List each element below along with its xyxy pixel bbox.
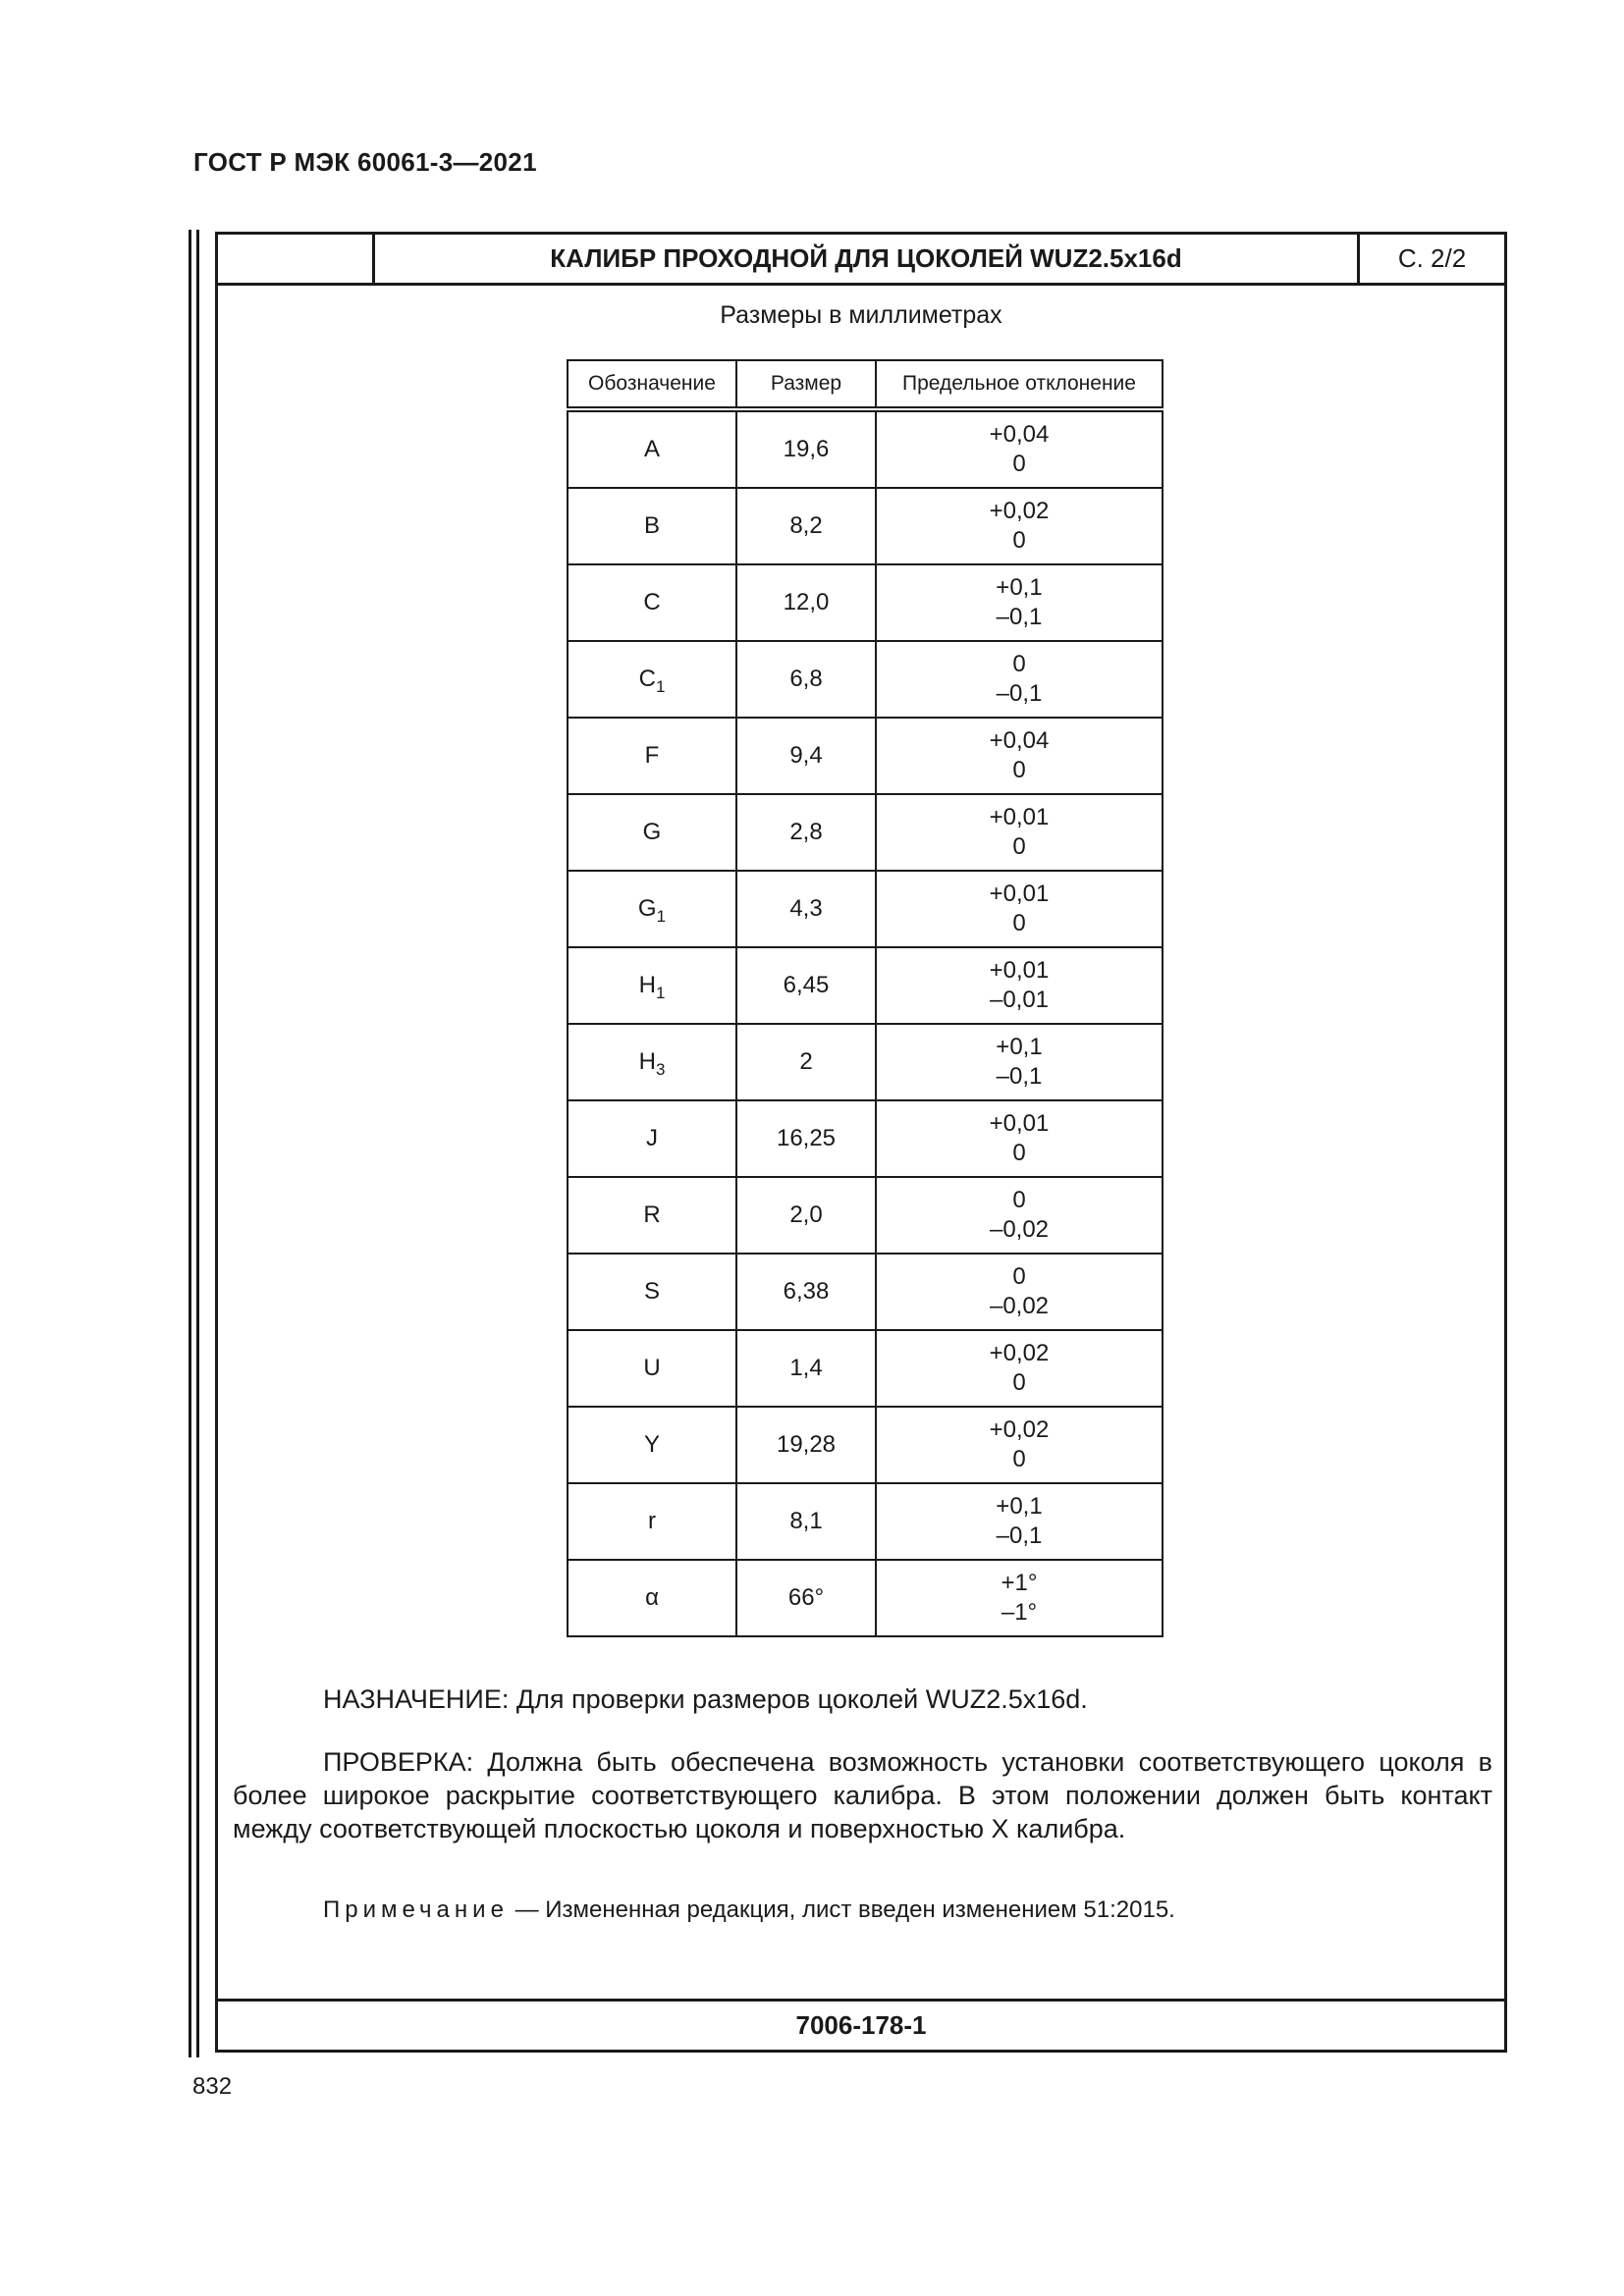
cell-tolerance	[876, 1330, 1163, 1407]
margin-line	[196, 230, 199, 2057]
tolerance-lower: –1°	[1001, 1599, 1038, 1626]
table-row	[568, 564, 1163, 641]
cell-size: 66°	[736, 1560, 876, 1636]
cell-size: 19,6	[736, 409, 876, 488]
table-header-row	[568, 360, 1163, 409]
designation-symbol: G	[642, 819, 662, 845]
cell-designation	[568, 1177, 736, 1254]
tolerance-lower: –0,1	[996, 1522, 1043, 1549]
note-paragraph	[323, 1894, 1492, 1927]
table-row	[568, 871, 1163, 947]
tolerance-upper: +0,02	[989, 1416, 1050, 1443]
cell-tolerance	[876, 1024, 1163, 1100]
tolerance-lower: 0	[1012, 833, 1026, 860]
designation-symbol: S	[643, 1278, 660, 1305]
cell-designation	[568, 947, 736, 1024]
tolerance-lower: –0,02	[989, 1293, 1050, 1319]
cell-designation	[568, 1560, 736, 1636]
cell-designation	[568, 1330, 736, 1407]
tolerance-lower: 0	[1012, 1446, 1026, 1472]
table-row	[568, 1407, 1163, 1483]
sheet-page-indicator: С. 2/2	[1397, 243, 1467, 273]
cell-designation	[568, 1407, 736, 1483]
dimensions-table-wrapper	[567, 359, 1164, 1637]
designation-symbol: A	[643, 436, 660, 462]
cell-designation	[568, 1024, 736, 1100]
note-label: Примечание	[323, 1896, 509, 1923]
tolerance-lower: –0,02	[989, 1216, 1050, 1243]
table-row	[568, 409, 1163, 488]
tolerance-lower: 0	[1012, 451, 1026, 477]
tolerance-lower: 0	[1012, 527, 1026, 554]
tolerance-lower: 0	[1012, 1369, 1026, 1396]
designation-symbol: r	[648, 1508, 656, 1534]
table-row	[568, 1330, 1163, 1407]
tolerance-upper: +0,1	[996, 1034, 1043, 1060]
column-header-tolerance: Предельное отклонение	[876, 360, 1163, 409]
tolerance-lower: 0	[1012, 910, 1026, 936]
cell-designation	[568, 641, 736, 718]
designation-symbol: H	[638, 1048, 656, 1075]
cell-size: 8,2	[736, 488, 876, 564]
cell-tolerance	[876, 488, 1163, 564]
tolerance-lower: 0	[1012, 757, 1026, 783]
check-paragraph: ПРОВЕРКА: Должна быть обеспечена возможность установки соответствующего цоколя в более широкое раскрытие соответствующего калибра. В этом положении должен быть контакт между соответствующей плоскостью цоколя и поверхностью X калибра.	[233, 1747, 1492, 1843]
cell-tolerance	[876, 409, 1163, 488]
tolerance-lower: –0,01	[989, 987, 1050, 1013]
cell-designation	[568, 1254, 736, 1330]
designation-symbol: F	[644, 742, 660, 769]
sheet-footer-code: 7006-178-1	[218, 1999, 1504, 2050]
note-text: — Измененная редакция, лист введен изменением 51:2015.	[508, 1896, 1175, 1923]
cell-tolerance	[876, 564, 1163, 641]
cell-tolerance	[876, 641, 1163, 718]
table-row	[568, 1100, 1163, 1177]
cell-designation	[568, 718, 736, 794]
designation-subscript: 1	[655, 677, 666, 696]
sheet-title: КАЛИБР ПРОХОДНОЙ ДЛЯ ЦОКОЛЕЙ WUZ2.5x16d	[375, 235, 1360, 283]
tolerance-lower: 0	[1012, 1140, 1026, 1166]
cell-size: 16,25	[736, 1100, 876, 1177]
designation-symbol: C	[638, 666, 656, 692]
cell-size: 12,0	[736, 564, 876, 641]
cell-size: 6,8	[736, 641, 876, 718]
table-row	[568, 947, 1163, 1024]
table-row	[568, 794, 1163, 871]
tolerance-upper: +0,01	[989, 804, 1050, 830]
designation-symbol: U	[643, 1355, 661, 1381]
table-row	[568, 1024, 1163, 1100]
cell-size: 9,4	[736, 718, 876, 794]
purpose-paragraph: НАЗНАЧЕНИЕ: Для проверки размеров цоколей WUZ2.5x16d.	[323, 1684, 1088, 1714]
cell-size: 1,4	[736, 1330, 876, 1407]
tolerance-upper: +0,02	[989, 498, 1050, 524]
binding-margin-lines	[189, 230, 206, 2057]
designation-symbol: Y	[643, 1431, 660, 1458]
dimensions-table	[567, 359, 1164, 1637]
cell-tolerance	[876, 718, 1163, 794]
cell-size: 2	[736, 1024, 876, 1100]
designation-symbol: B	[643, 512, 660, 539]
cell-size: 8,1	[736, 1483, 876, 1560]
cell-tolerance	[876, 1254, 1163, 1330]
tolerance-upper: +1°	[1001, 1570, 1038, 1596]
table-row	[568, 641, 1163, 718]
cell-designation	[568, 409, 736, 488]
cell-tolerance	[876, 1177, 1163, 1254]
table-body	[568, 409, 1163, 1636]
cell-designation	[568, 1483, 736, 1560]
table-row	[568, 1560, 1163, 1636]
cell-size: 6,38	[736, 1254, 876, 1330]
document-header: ГОСТ Р МЭК 60061-3—2021	[193, 147, 537, 177]
tolerance-upper: 0	[1012, 1187, 1026, 1213]
tolerance-upper: +0,04	[989, 421, 1050, 448]
cell-tolerance	[876, 1407, 1163, 1483]
cell-designation	[568, 564, 736, 641]
designation-subscript: 1	[656, 907, 667, 926]
designation-subscript: 3	[655, 1060, 666, 1079]
tolerance-lower: –0,1	[996, 1063, 1043, 1090]
cell-size: 4,3	[736, 871, 876, 947]
designation-symbol: H	[638, 972, 656, 998]
table-row	[568, 1177, 1163, 1254]
margin-line	[189, 230, 191, 2057]
designation-symbol: R	[643, 1201, 661, 1228]
designation-subscript: 1	[655, 984, 666, 1002]
table-row	[568, 718, 1163, 794]
designation-symbol: α	[645, 1584, 659, 1611]
units-caption: Размеры в миллиметрах	[720, 301, 1002, 329]
tolerance-upper: +0,1	[996, 574, 1043, 601]
cell-tolerance	[876, 1483, 1163, 1560]
sheet-frame	[215, 232, 1507, 2053]
tolerance-upper: +0,1	[996, 1493, 1043, 1520]
cell-tolerance	[876, 871, 1163, 947]
cell-designation	[568, 871, 736, 947]
cell-tolerance	[876, 794, 1163, 871]
cell-designation	[568, 488, 736, 564]
column-header-size: Размер	[736, 360, 876, 409]
tolerance-lower: –0,1	[996, 604, 1043, 630]
tolerance-upper: +0,01	[989, 957, 1050, 984]
cell-designation	[568, 794, 736, 871]
cell-designation	[568, 1100, 736, 1177]
designation-symbol: C	[643, 589, 661, 615]
tolerance-lower: –0,1	[996, 680, 1043, 707]
cell-tolerance	[876, 1560, 1163, 1636]
tolerance-upper: 0	[1012, 1263, 1026, 1290]
title-block	[218, 235, 1504, 286]
tolerance-upper: +0,01	[989, 1110, 1050, 1137]
cell-tolerance	[876, 947, 1163, 1024]
designation-symbol: J	[646, 1125, 658, 1151]
table-row	[568, 1483, 1163, 1560]
cell-size: 6,45	[736, 947, 876, 1024]
cell-size: 2,8	[736, 794, 876, 871]
tolerance-upper: +0,01	[989, 881, 1050, 907]
tolerance-upper: +0,04	[989, 727, 1050, 754]
cell-size: 2,0	[736, 1177, 876, 1254]
cell-size: 19,28	[736, 1407, 876, 1483]
page-number: 832	[192, 2073, 233, 2100]
table-row	[568, 488, 1163, 564]
designation-symbol: G	[637, 895, 657, 922]
column-header-designation: Обозначение	[568, 360, 736, 409]
table-row	[568, 1254, 1163, 1330]
tolerance-upper: +0,02	[989, 1340, 1050, 1366]
tolerance-upper: 0	[1012, 651, 1026, 677]
title-block-empty-cell	[218, 235, 375, 283]
cell-tolerance	[876, 1100, 1163, 1177]
